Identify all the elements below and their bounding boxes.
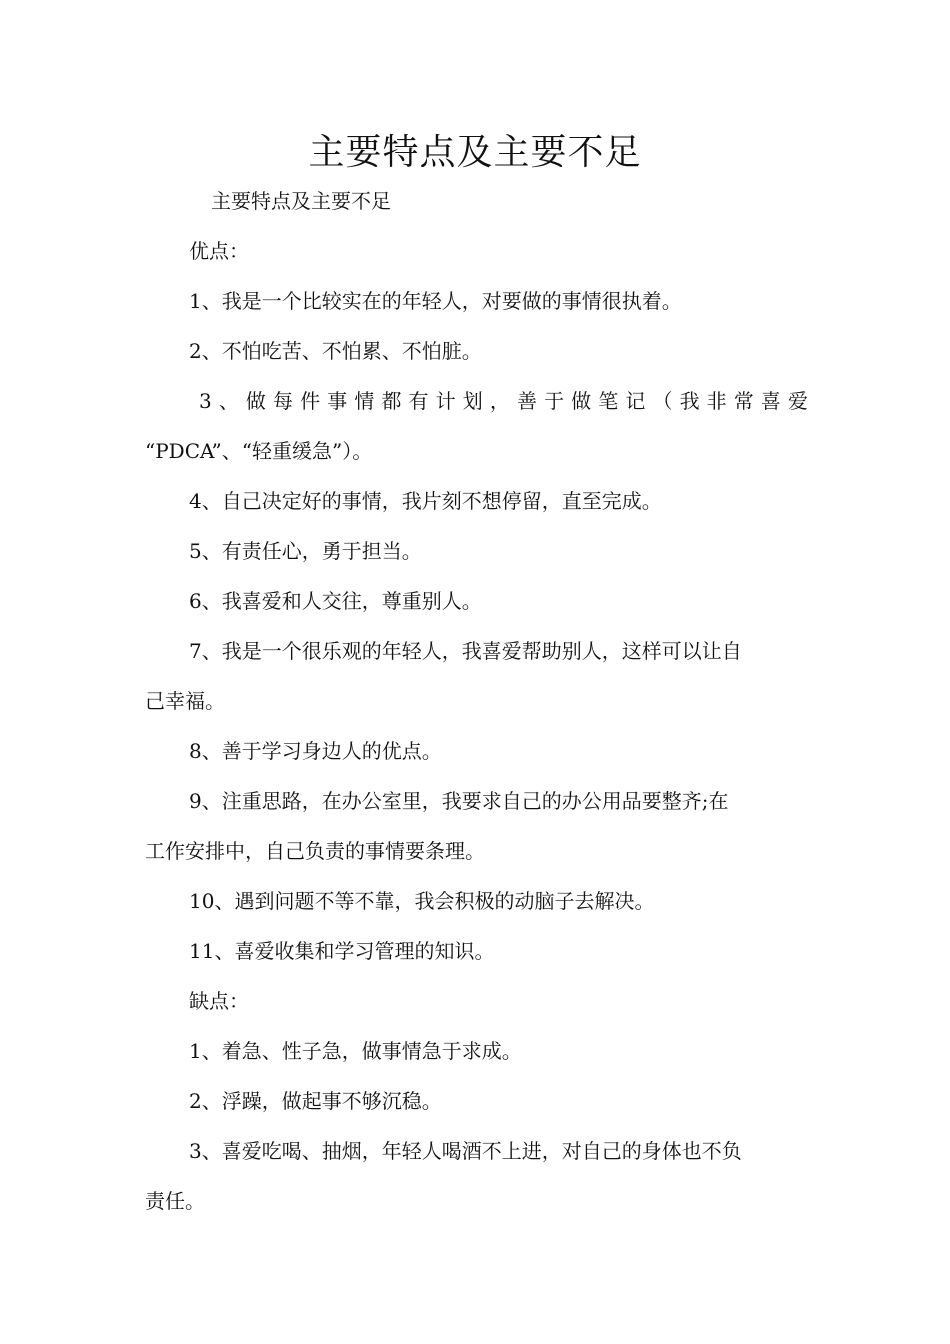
pros-item-9-line-2: 工作安排中，自己负责的事情要条理。 bbox=[145, 839, 485, 863]
document-subtitle: 主要特点及主要不足 bbox=[211, 189, 391, 213]
cons-item-2: 2、浮躁，做起事不够沉稳。 bbox=[189, 1089, 442, 1113]
pros-item-9-line-1: 9、注重思路，在办公室里，我要求自己的办公用品要整齐;在 bbox=[189, 789, 729, 813]
pros-item-8: 8、善于学习身边人的优点。 bbox=[189, 739, 442, 763]
cons-heading: 缺点： bbox=[189, 989, 249, 1013]
cons-item-3-line-2: 责任。 bbox=[145, 1189, 205, 1213]
pros-item-5: 5、有责任心，勇于担当。 bbox=[189, 539, 422, 563]
pros-item-3-line-2: “PDCA”、“轻重缓急”）。 bbox=[145, 439, 373, 463]
pros-item-4: 4、自己决定好的事情，我片刻不想停留，直至完成。 bbox=[189, 489, 662, 513]
document-title: 主要特点及主要不足 bbox=[308, 132, 642, 173]
pros-item-3-line-1: 3、做每件事情都有计划，善于做笔记（我非常喜爱 bbox=[199, 389, 808, 413]
pros-heading: 优点： bbox=[189, 239, 249, 263]
pros-item-6: 6、我喜爱和人交往，尊重别人。 bbox=[189, 589, 482, 613]
pros-item-1: 1、我是一个比较实在的年轻人，对要做的事情很执着。 bbox=[189, 289, 682, 313]
cons-item-3-line-1: 3、喜爱吃喝、抽烟，年轻人喝酒不上进，对自己的身体也不负 bbox=[189, 1139, 742, 1163]
pros-item-7-line-1: 7、我是一个很乐观的年轻人，我喜爱帮助别人，这样可以让自 bbox=[189, 639, 742, 663]
cons-item-1: 1、着急、性子急，做事情急于求成。 bbox=[189, 1039, 522, 1063]
pros-item-2: 2、不怕吃苦、不怕累、不怕脏。 bbox=[189, 339, 482, 363]
pros-item-11: 11、喜爱收集和学习管理的知识。 bbox=[189, 939, 495, 963]
pros-item-10: 10、遇到问题不等不靠，我会积极的动脑子去解决。 bbox=[189, 889, 655, 913]
pros-item-7-line-2: 己幸福。 bbox=[145, 689, 225, 713]
